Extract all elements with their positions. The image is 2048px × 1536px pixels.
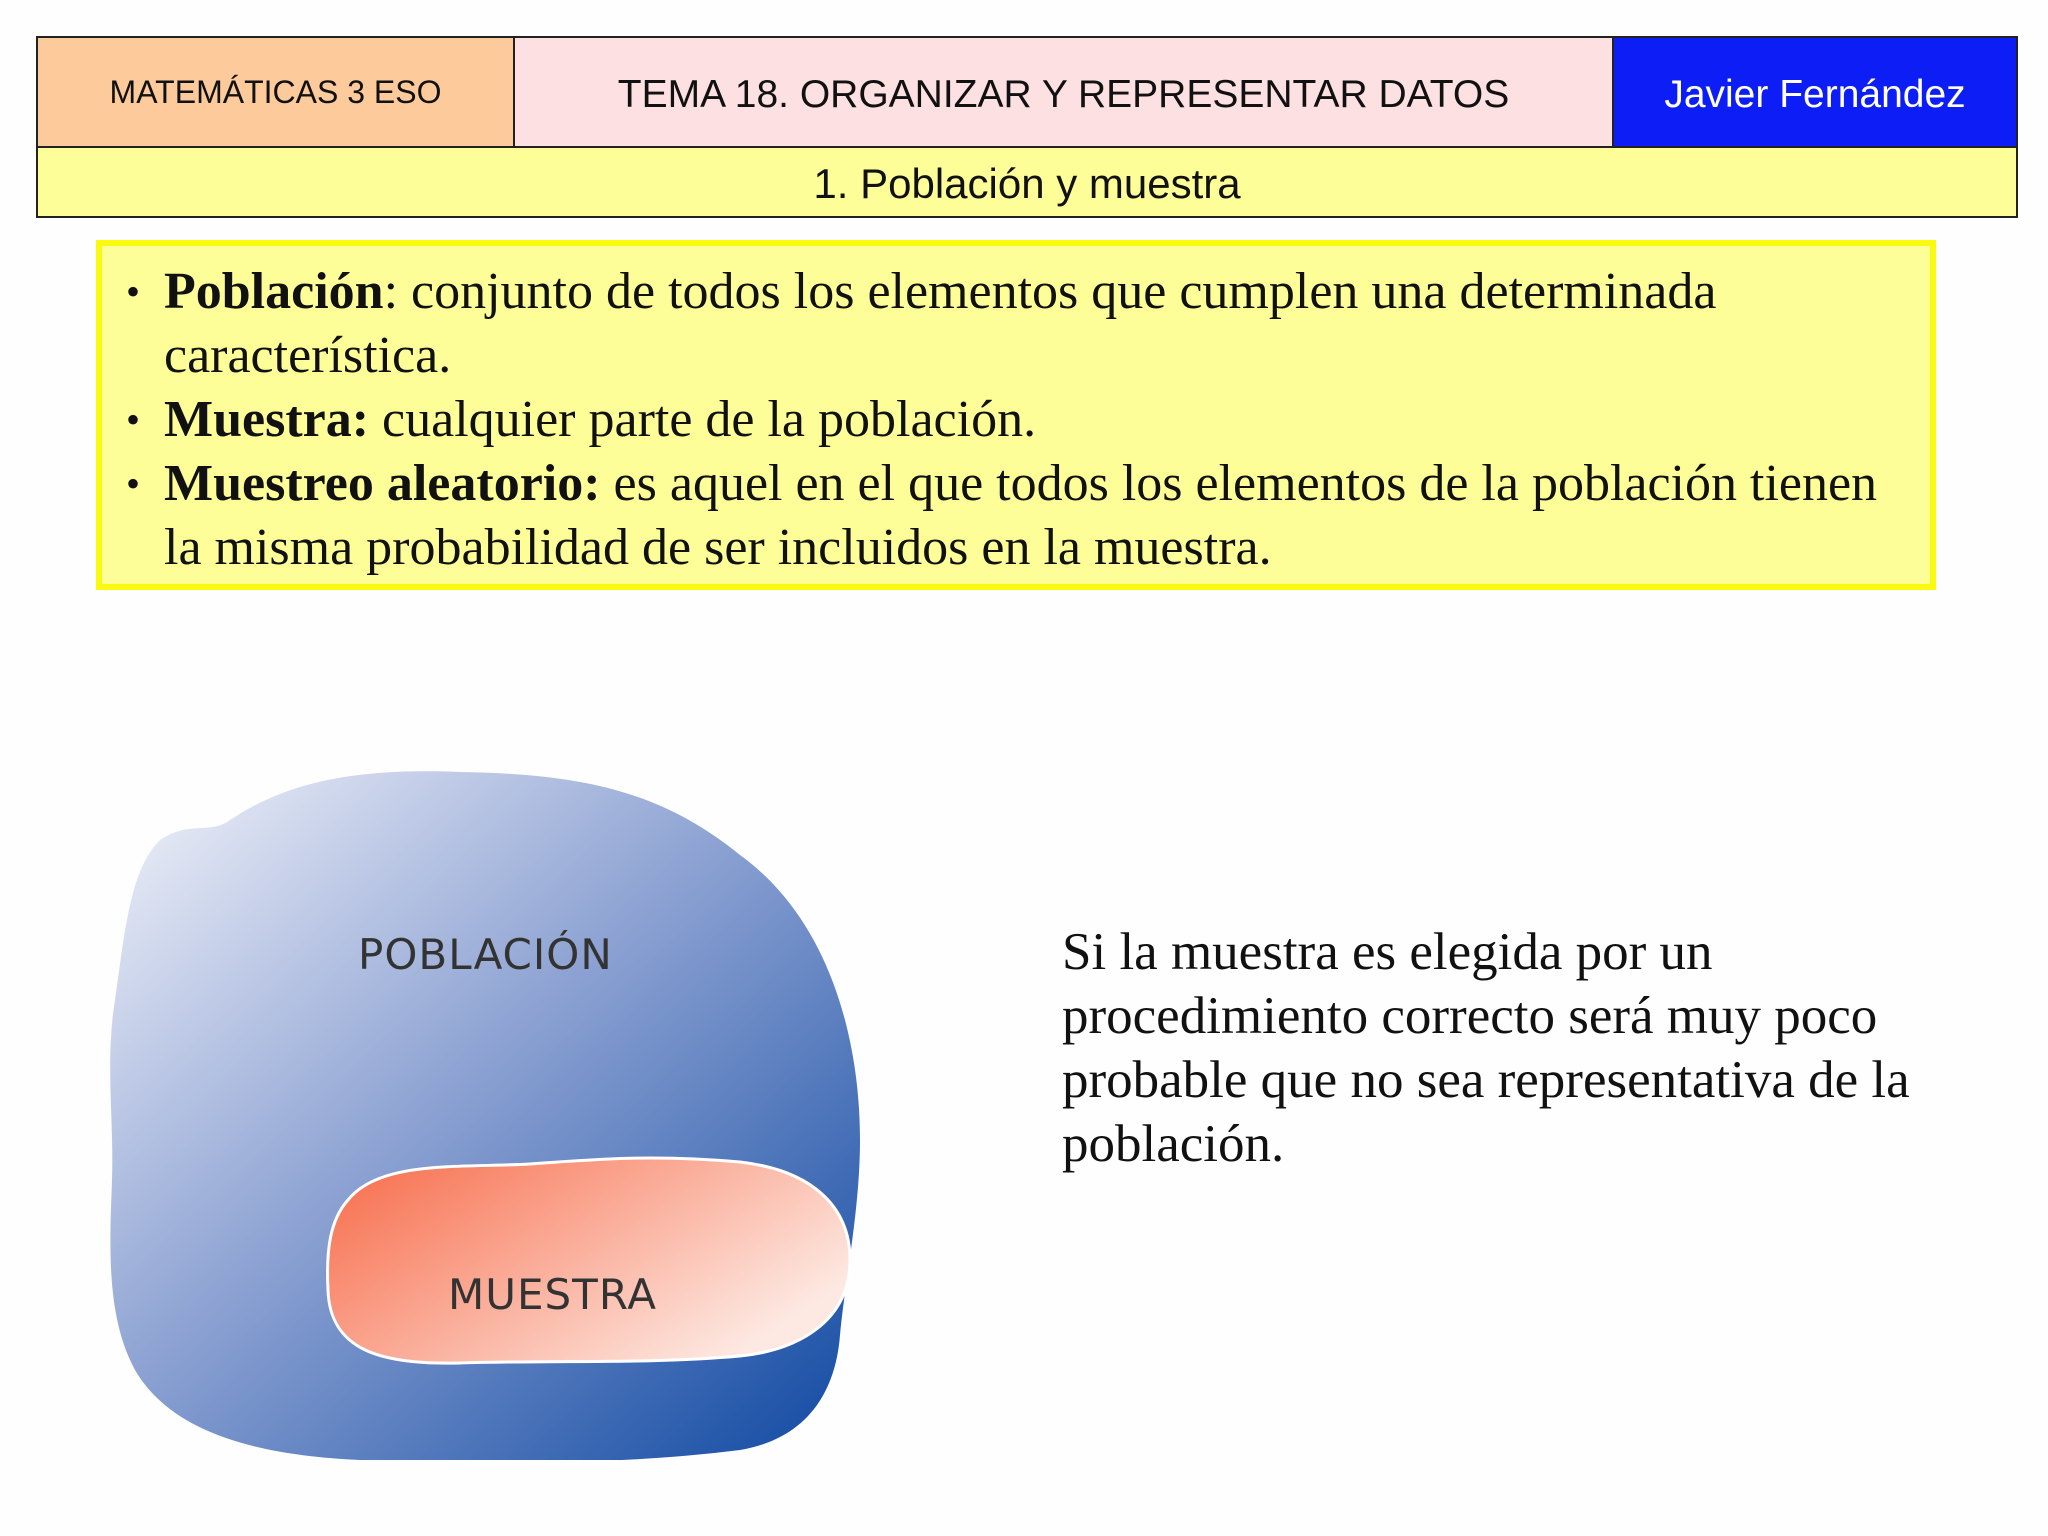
definitions-box: [96, 240, 1936, 590]
definition-term: Muestreo aleatorio:: [164, 455, 601, 512]
sample-region: [328, 1158, 850, 1363]
author-cell: Javier Fernández: [1614, 38, 2016, 146]
header-row: [38, 38, 2016, 148]
header-table: [36, 36, 2018, 218]
definition-text: conjunto de todos los elementos que cumplen una determinada característica.: [164, 263, 1717, 384]
subject-cell: MATEMÁTICAS 3 ESO: [38, 38, 515, 146]
bullet-icon: •: [126, 461, 141, 506]
definition-term: Población: [164, 263, 384, 320]
bullet-icon: •: [126, 397, 141, 442]
definition-item: [126, 260, 1900, 388]
definition-item: [126, 388, 1900, 452]
explanation-text: Si la muestra es elegida por un procedimiento correcto será muy poco probable que no sea representativa de la población.: [1062, 923, 1910, 1173]
population-sample-diagram: [100, 760, 880, 1460]
definitions-list: [126, 260, 1900, 580]
definition-term: Muestra:: [164, 391, 370, 448]
sample-label: MUESTRA: [448, 1270, 658, 1319]
definition-text: es aquel en el que todos los elementos de la población tienen la misma probabilidad de ser incluidos en la muestra.: [164, 455, 1878, 576]
definition-item: [126, 452, 1900, 580]
population-label: POBLACIÓN: [358, 930, 613, 979]
diagram-graphic: [100, 760, 880, 1460]
definition-text: cualquier parte de la población.: [369, 391, 1037, 448]
bullet-icon: •: [126, 269, 141, 314]
section-title: 1. Población y muestra: [38, 148, 2016, 216]
definition-separator: :: [383, 263, 399, 320]
topic-cell: TEMA 18. ORGANIZAR Y REPRESENTAR DATOS: [515, 38, 1614, 146]
